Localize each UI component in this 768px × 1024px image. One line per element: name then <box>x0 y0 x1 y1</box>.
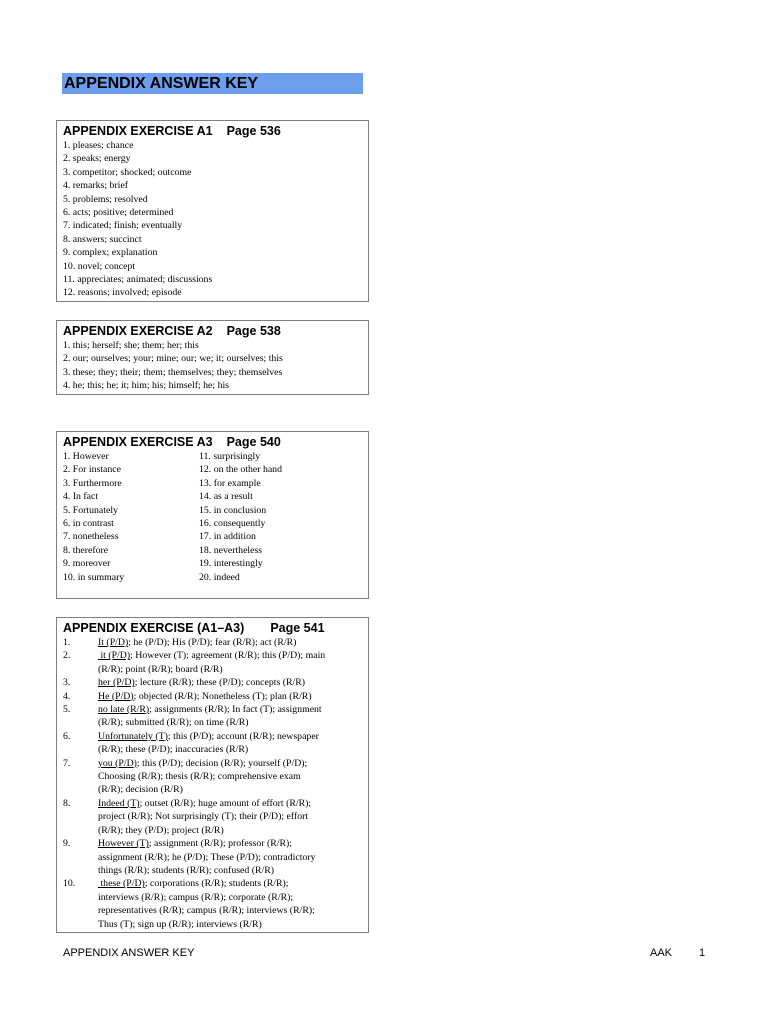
answer-line: 15. in conclusion <box>199 504 267 516</box>
answer-line: 11. surprisingly <box>199 451 261 462</box>
answer-text <box>98 690 368 703</box>
exercise-a3-page: Page 540 <box>226 435 281 449</box>
answer-text <box>98 676 368 689</box>
answer-rest: ; this (P/D); decision (R/R); yourself (P/D); <box>136 757 308 769</box>
answer-rest: ; assignments (R/R); In fact (T); assignment <box>149 704 322 716</box>
answer-line: 12. on the other hand <box>199 464 282 476</box>
answer-text <box>98 837 368 877</box>
answer-item <box>63 690 368 703</box>
exercise-a3-box <box>56 431 369 599</box>
page-title: APPENDIX ANSWER KEY <box>64 75 259 92</box>
answer-lead: no late (R/R) <box>98 704 150 716</box>
exercise-a1-page: Page 536 <box>226 124 281 138</box>
answer-item <box>63 636 368 649</box>
answer-line: 7. indicated; finish; eventually <box>63 220 183 232</box>
answer-lead: However (T) <box>98 838 149 850</box>
answer-number: 2. <box>63 650 71 662</box>
exercise-a3-title: APPENDIX EXERCISE A3 <box>63 435 213 449</box>
answer-continuation: interviews (R/R); campus (R/R); corporate (R/R); <box>98 891 294 903</box>
answer-line: 5. problems; resolved <box>63 193 148 205</box>
footer-page-number: 1 <box>699 947 706 959</box>
answer-rest: ; objected (R/R); Nonetheless (T); plan (R/R) <box>133 690 312 702</box>
answer-item <box>63 797 368 837</box>
answer-line: 12. reasons; involved; episode <box>63 287 182 299</box>
answer-line: 18. nevertheless <box>199 544 263 556</box>
answer-text <box>98 649 368 676</box>
answer-lead: it (P/D) <box>98 650 131 662</box>
answer-line: 1. this; herself; she; them; her; this <box>63 340 199 351</box>
answer-text <box>98 757 368 797</box>
exercise-a2-page: Page 538 <box>226 324 281 338</box>
answer-lead: He (P/D) <box>98 690 134 702</box>
answer-rest: ; assignment (R/R); professor (R/R); <box>148 838 293 850</box>
answer-continuation: (R/R); they (P/D); project (R/R) <box>98 824 224 836</box>
answer-item <box>63 730 368 757</box>
exercise-a1-a3-title-row <box>63 620 368 636</box>
answer-line: 2. speaks; energy <box>63 153 131 165</box>
answer-line: 4. he; this; he; it; him; his; himself; he; his <box>63 380 229 392</box>
answer-lead: her (P/D) <box>98 677 135 689</box>
answer-line: 10. novel; concept <box>63 260 136 272</box>
answers-column-left <box>63 450 199 584</box>
exercise-a2-box <box>56 320 369 395</box>
answer-continuation: (R/R); decision (R/R) <box>98 784 183 796</box>
answer-rest: ; corporations (R/R); students (R/R); <box>144 878 289 890</box>
exercise-a1-answers <box>63 139 368 300</box>
answer-line: 9. complex; explanation <box>63 247 158 259</box>
answer-continuation: things (R/R); students (R/R); confused (R/R) <box>98 864 275 876</box>
answer-rest: ; However (T); agreement (R/R); this (P/D); main <box>130 650 326 662</box>
footer-title: APPENDIX ANSWER KEY <box>63 947 195 959</box>
footer-code: AAK <box>650 947 673 959</box>
answer-lead: Unfortunately (T) <box>98 730 168 742</box>
answer-continuation: (R/R); submitted (R/R); on time (R/R) <box>98 717 249 729</box>
answer-lead: It (P/D) <box>98 637 129 648</box>
exercise-a1-a3-answers <box>63 636 368 931</box>
exercise-a1-title: APPENDIX EXERCISE A1 <box>63 124 213 138</box>
answer-line: 2. our; ourselves; your; mine; our; we; it; ourselves; this <box>63 353 283 365</box>
answer-line: 8. therefore <box>63 544 109 556</box>
answer-number: 10. <box>63 878 76 890</box>
answer-line: 11. appreciates; animated; discussions <box>63 274 213 286</box>
answer-line: 3. competitor; shocked; outcome <box>63 166 192 178</box>
answer-line: 17. in addition <box>199 531 256 543</box>
exercise-a3-title-row <box>63 434 368 450</box>
answer-line: 10. in summary <box>63 571 125 583</box>
exercise-a1-a3-page: Page 541 <box>270 621 325 635</box>
exercise-a2-answers <box>63 339 368 393</box>
exercise-a1-title-row <box>63 123 368 139</box>
answer-item <box>63 837 368 877</box>
answer-line: 20. indeed <box>199 571 240 583</box>
answer-continuation: representatives (R/R); campus (R/R); interviews (R/R); <box>98 905 315 917</box>
answer-text <box>98 703 368 730</box>
answer-rest: ; this (P/D); account (R/R); newspaper <box>167 730 319 742</box>
answer-line: 6. in contrast <box>63 518 114 530</box>
answer-text <box>98 797 368 837</box>
answer-number: 6. <box>63 730 71 742</box>
answer-line: 13. for example <box>199 477 261 489</box>
answer-text <box>98 636 368 649</box>
answer-line: 6. acts; positive; determined <box>63 207 174 219</box>
exercise-a2-title: APPENDIX EXERCISE A2 <box>63 324 213 338</box>
answer-lead: Indeed (T) <box>98 797 140 809</box>
answer-number: 8. <box>63 797 71 809</box>
exercise-a1-box <box>56 120 369 302</box>
answer-text <box>98 730 368 757</box>
answers-column-right <box>199 450 335 584</box>
answer-item <box>63 676 368 689</box>
answer-continuation: (R/R); these (P/D); inaccuracies (R/R) <box>98 744 249 756</box>
answer-lead: these (P/D) <box>98 878 145 890</box>
exercise-a1-a3-title: APPENDIX EXERCISE (A1–A3) <box>63 621 245 635</box>
answer-continuation: Thus (T); sign up (R/R); interviews (R/R) <box>98 918 262 930</box>
exercise-a1-a3-box <box>56 617 369 933</box>
answer-number: 5. <box>63 704 71 716</box>
answer-item <box>63 877 368 931</box>
answer-line: 5. Fortunately <box>63 504 118 516</box>
answer-number: 3. <box>63 677 71 689</box>
answer-line: 16. consequently <box>199 518 266 530</box>
answer-line: 19. interestingly <box>199 558 263 570</box>
answer-number: 7. <box>63 757 71 769</box>
answer-item <box>63 757 368 797</box>
answer-continuation: Choosing (R/R); thesis (R/R); comprehensive exam <box>98 771 301 783</box>
answer-rest: ; lecture (R/R); these (P/D); concepts (R/R) <box>134 677 306 689</box>
answer-line: 2. For instance <box>63 464 121 476</box>
answer-number: 1. <box>63 637 71 648</box>
answer-line: 1. However <box>63 451 109 462</box>
answer-line: 3. Furthermore <box>63 477 122 489</box>
answer-line: 8. answers; succinct <box>63 233 142 245</box>
answer-lead: you (P/D) <box>98 757 137 769</box>
exercise-a3-answers <box>63 450 368 584</box>
answer-rest: ; he (P/D); His (P/D); fear (R/R); act (R/R) <box>128 637 297 648</box>
answer-item <box>63 703 368 730</box>
answer-line: 4. remarks; brief <box>63 180 129 192</box>
answer-text <box>98 877 368 931</box>
answer-continuation: assignment (R/R); he (P/D); These (P/D); contradictory <box>98 851 316 863</box>
answer-item <box>63 649 368 676</box>
answer-continuation: (R/R); point (R/R); board (R/R) <box>98 663 223 675</box>
answer-number: 9. <box>63 838 71 850</box>
answer-line: 9. moreover <box>63 558 111 570</box>
answer-line: 7. nonetheless <box>63 531 119 543</box>
exercise-a2-title-row <box>63 323 368 339</box>
answer-line: 1. pleases; chance <box>63 140 134 151</box>
answer-continuation: project (R/R); Not surprisingly (T); their (P/D); effort <box>98 811 309 823</box>
page-title-banner <box>62 73 363 94</box>
answer-rest: ; outset (R/R); huge amount of effort (R/R); <box>139 797 312 809</box>
answer-line: 3. these; they; their; them; themselves; they; themselves <box>63 366 283 378</box>
answer-number: 4. <box>63 690 71 702</box>
answer-line: 4. In fact <box>63 491 99 503</box>
answer-line: 14. as a result <box>199 491 253 503</box>
